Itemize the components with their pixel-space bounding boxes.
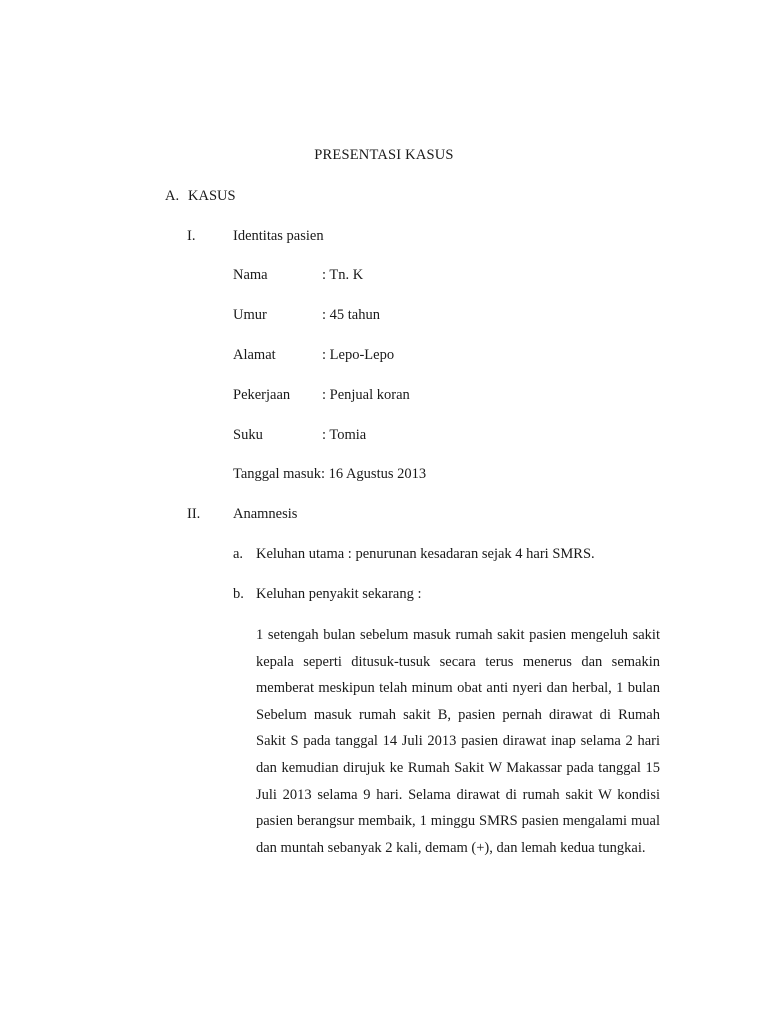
identity-value-suku: : Tomia: [322, 427, 367, 443]
identity-label-alamat: Alamat: [233, 347, 276, 363]
identity-label-pekerjaan: Pekerjaan: [233, 387, 291, 403]
identity-value-alamat: : Lepo-Lepo: [322, 347, 395, 363]
identity-marker: I.: [187, 228, 196, 244]
anamnesis-item-a-text: Keluhan utama : penurunan kesadaran sejak 4 hari SMRS.: [256, 546, 595, 562]
anamnesis-item-b-marker: b.: [233, 586, 244, 602]
document-title: PRESENTASI KASUS: [314, 147, 454, 163]
identity-value-umur: : 45 tahun: [322, 307, 380, 323]
admission-date: Tanggal masuk: 16 Agustus 2013: [233, 466, 427, 482]
identity-heading: Identitas pasien: [233, 228, 324, 244]
section-a-heading: KASUS: [188, 188, 236, 204]
anamnesis-heading: Anamnesis: [233, 506, 298, 522]
identity-label-nama: Nama: [233, 267, 268, 283]
anamnesis-item-b-text: Keluhan penyakit sekarang :: [256, 586, 422, 602]
identity-value-pekerjaan: : Penjual koran: [322, 387, 410, 403]
identity-value-nama: : Tn. K: [322, 267, 364, 283]
anamnesis-marker: II.: [187, 506, 201, 522]
section-a-marker: A.: [165, 188, 180, 204]
present-illness-paragraph: 1 setengah bulan sebelum masuk rumah sakit pasien mengeluh sakit kepala seperti ditusuk-tusuk secara terus menerus dan semakin memberat meskipun telah minum obat anti nyeri dan herbal, 1 bulan Sebelum masuk rumah sakit B, pasien pernah dirawat di Rumah Sakit S pada tanggal 14 Juli 2013 pasien dirawat inap selama 2 hari dan kemudian dirujuk ke Rumah Sakit W Makassar pada tanggal 15 Juli 2013 selama 9 hari. Selama dirawat di rumah sakit W kondisi pasien berangsur membaik, 1 minggu SMRS pasien mengalami mual dan muntah sebanyak 2 kali, demam (+), dan lemah kedua tungkai.: [256, 627, 660, 856]
identity-label-umur: Umur: [233, 307, 267, 323]
identity-label-suku: Suku: [233, 427, 263, 443]
anamnesis-item-a-marker: a.: [233, 546, 244, 562]
